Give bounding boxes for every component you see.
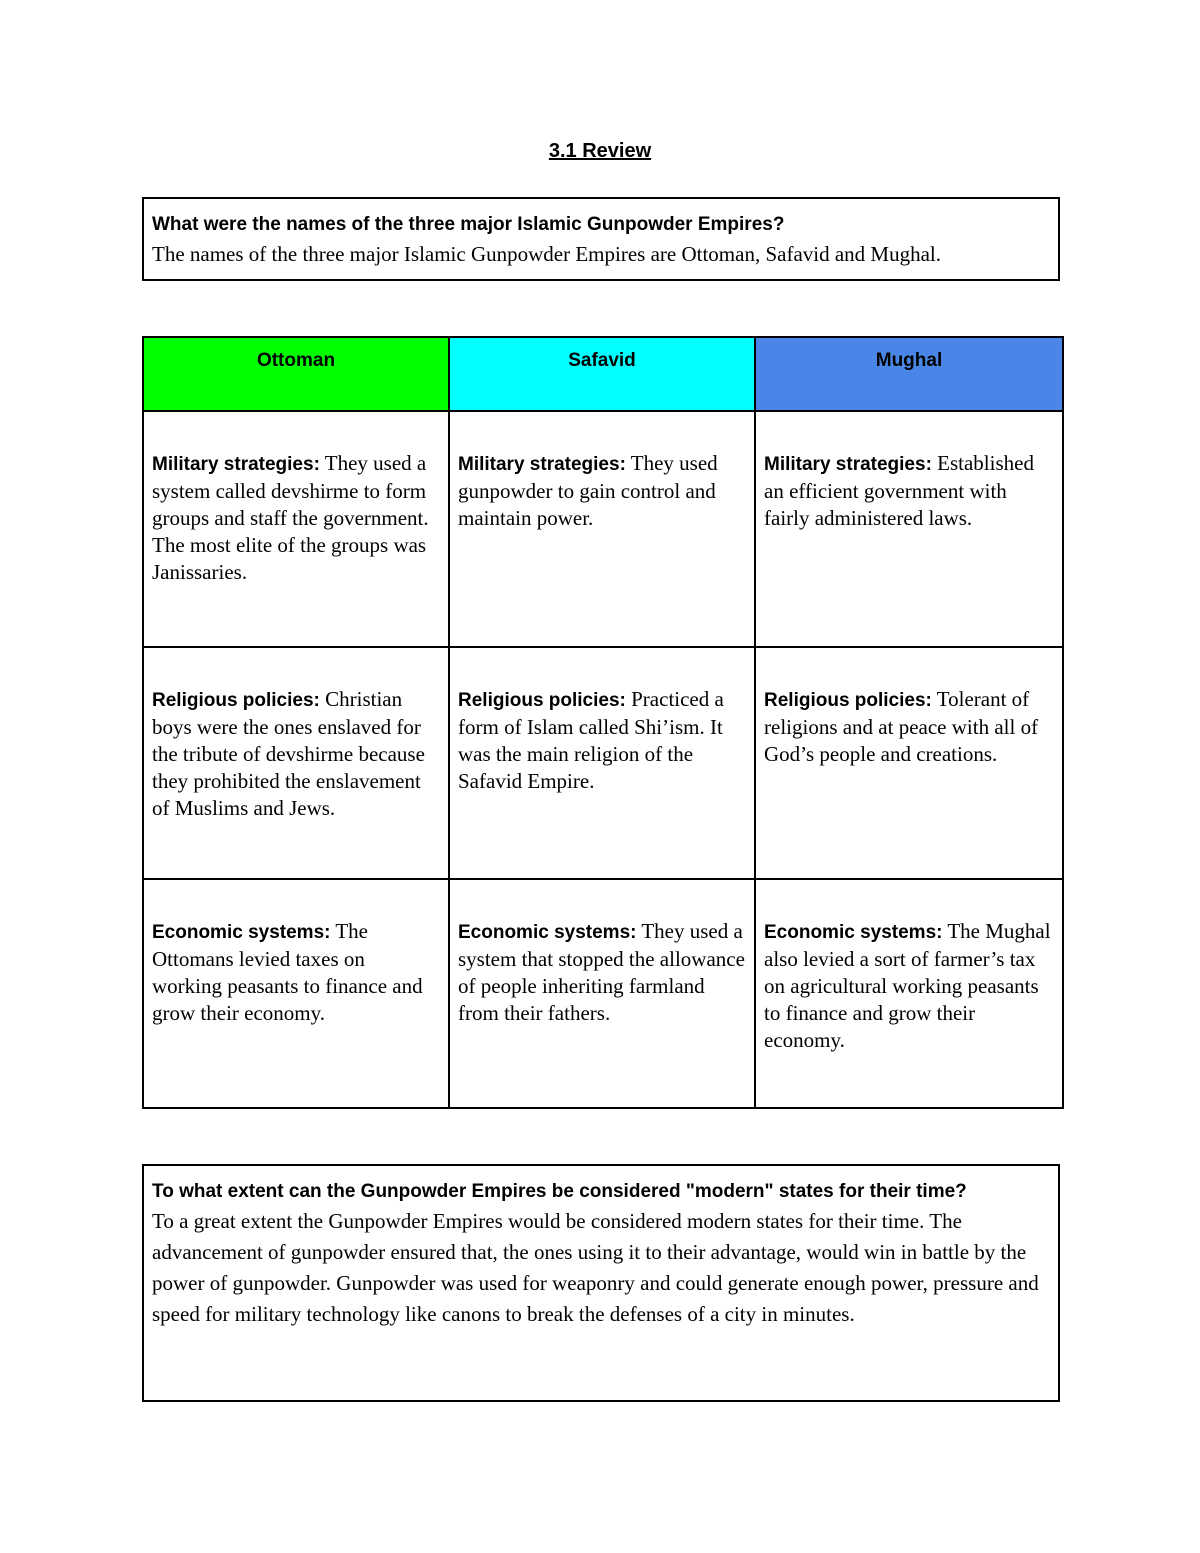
cell-safavid-military [449, 411, 755, 647]
text-ottoman-military: They used a system called devshirme to form groups and staff the government. The most elite of the groups was Janissaries. [152, 451, 429, 584]
cell-mughal-economic [755, 879, 1063, 1108]
question-empires: What were the names of the three major Islamic Gunpowder Empires? [152, 214, 785, 235]
header-row [143, 337, 1063, 411]
label-economic: Economic systems: [458, 922, 637, 943]
religious-row [143, 647, 1063, 879]
label-religious: Religious policies: [458, 690, 626, 711]
cell-safavid-economic [449, 879, 755, 1108]
page-title: 3.1 Review [548, 140, 652, 162]
economic-row [143, 879, 1063, 1108]
cell-ottoman-military [143, 411, 449, 647]
empires-comparison-table [142, 336, 1064, 1109]
label-economic: Economic systems: [764, 922, 943, 943]
label-military: Military strategies: [152, 454, 320, 475]
cell-ottoman-economic [143, 879, 449, 1108]
answer-modern: To a great extent the Gunpowder Empires would be considered modern states for their time. The advancement of gunpowder ensured that, the ones using it to their advantage, would win in battle by the power of gunpowder. Gunpowder was used for weaponry and could generate enough power, pressure and speed for military technology like canons to break the defenses of a city in minutes. [152, 1209, 1039, 1326]
label-military: Military strategies: [458, 454, 626, 475]
cell-safavid-religious [449, 647, 755, 879]
text-ottoman-economic: The Ottomans levied taxes on working peasants to finance and grow their economy. [152, 919, 423, 1025]
question-modern: To what extent can the Gunpowder Empires be considered "modern" states for their time? [152, 1181, 967, 1202]
question-box-modern [142, 1164, 1060, 1402]
military-row [143, 411, 1063, 647]
label-economic: Economic systems: [152, 922, 331, 943]
text-mughal-religious: Tolerant of religions and at peace with all of God’s people and creations. [764, 687, 1039, 766]
label-military: Military strategies: [764, 454, 932, 475]
text-safavid-economic: They used a system that stopped the allowance of people inheriting farmland from their fathers. [458, 919, 745, 1025]
text-ottoman-religious: Christian boys were the ones enslaved for the tribute of devshirme because they prohibited the enslavement of Muslims and Jews. [152, 687, 425, 820]
text-mughal-economic: The Mughal also levied a sort of farmer’s tax on agricultural working peasants to finance and grow their economy. [764, 919, 1051, 1052]
text-safavid-military: They used gunpowder to gain control and maintain power. [458, 451, 718, 530]
question-box-empires [142, 197, 1060, 281]
cell-mughal-military [755, 411, 1063, 647]
text-safavid-religious: Practiced a form of Islam called Shi’ism. It was the main religion of the Safavid Empire. [458, 687, 724, 793]
cell-ottoman-religious [143, 647, 449, 879]
header-mughal: Mughal [755, 337, 1063, 411]
answer-empires: The names of the three major Islamic Gunpowder Empires are Ottoman, Safavid and Mughal. [152, 242, 942, 266]
cell-mughal-religious [755, 647, 1063, 879]
header-safavid: Safavid [449, 337, 755, 411]
header-ottoman: Ottoman [143, 337, 449, 411]
label-religious: Religious policies: [764, 690, 932, 711]
text-mughal-military: Established an efficient government with fairly administered laws. [764, 451, 1034, 530]
label-religious: Religious policies: [152, 690, 320, 711]
